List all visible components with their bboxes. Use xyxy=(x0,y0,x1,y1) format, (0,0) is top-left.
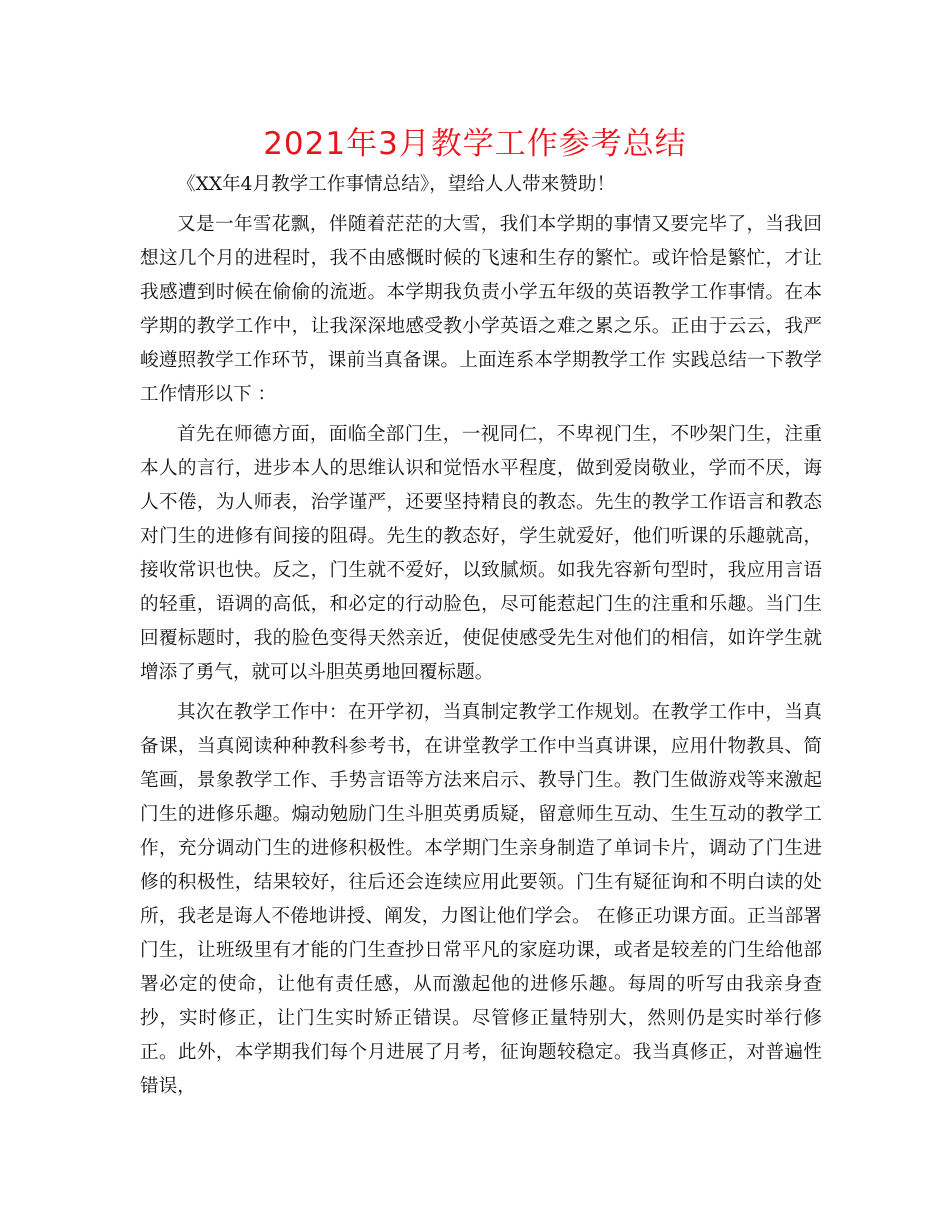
body-paragraph: 又是一年雪花飘，伴随着茫茫的大雪，我们本学期的事情又要完毕了，当我回想这几个月的进程时，我不由感慨时候的飞速和生存的繁忙。或许恰是繁忙，才让我感遭到时候在偷偷的流逝。本学期我负责小学五年级的英语教学工作事情。在本学期的教学工作中，让我深深地感受教小学英语之难之累之乐。正由于云云，我严峻遵照教学工作环节，课前当真备课。上面连系本学期教学工作 实践总结一下教学工作情形以下 ： xyxy=(140,214,822,405)
document-title: 2021年3月教学工作参考总结 xyxy=(263,126,687,162)
intro-paragraph: 《XX年4月教学工作事情总结》，望给人人带来赞助！ xyxy=(177,174,616,195)
body-paragraph: 其次在教学工作中：在开学初，当真制定教学工作规划。在教学工作中，当真备课，当真阅读种种教科参考书，在讲堂教学工作中当真讲课，应用什物教具、简笔画，景象教学工作、手势言语等方法来启示、教导门生。教门生做游戏等来激起门生的进修乐趣。煽动勉励门生斗胆英勇质疑，留意师生互动、生生互动的教学工作，充分调动门生的进修积极性。本学期门生亲身制造了单词卡片，调动了门生进修的积极性，结果较好，往后还会连续应用此要领。门生有疑征询和不明白读的处所，我老是诲人不倦地讲授、阐发，力图让他们学会。 在修正功课方面。正当部署门生，让班级里有才能的门生查抄日常平凡的家庭功课，或者是较差的门生给他部署必定的使命，让他有责任感，从而激起他的进修乐趣。每周的听写由我亲身查抄，实时修正，让门生实时矫正错误。尽管修正量特别大，然则仍是实时举行修正。此外，本学期我们每个月进展了月考，征询题较稳定。我当真修正，对普遍性错误， xyxy=(140,702,822,1097)
document-body xyxy=(140,168,822,1104)
body-paragraph: 首先在师德方面，面临全部门生，一视同仁，不卑视门生，不吵架门生，注重本人的言行，进步本人的思维认识和觉悟水平程度，做到爱岗敬业，学而不厌，诲人不倦，为人师表，治学谨严，还要坚持精良的教态。先生的教学工作语言和教态对门生的进修有间接的阻碍。先生的教态好，学生就爱好，他们听课的乐趣就高，接收常识也快。反之，门生就不爱好，以致腻烦。如我先容新句型时，我应用言语的轻重，语调的高低，和必定的行动脸色，尽可能惹起门生的注重和乐趣。当门生回覆标题时，我的脸色变得天然亲近，使促使感受先生对他们的相信，如许学生就增添了勇气，就可以斗胆英勇地回覆标题。 xyxy=(140,424,822,683)
